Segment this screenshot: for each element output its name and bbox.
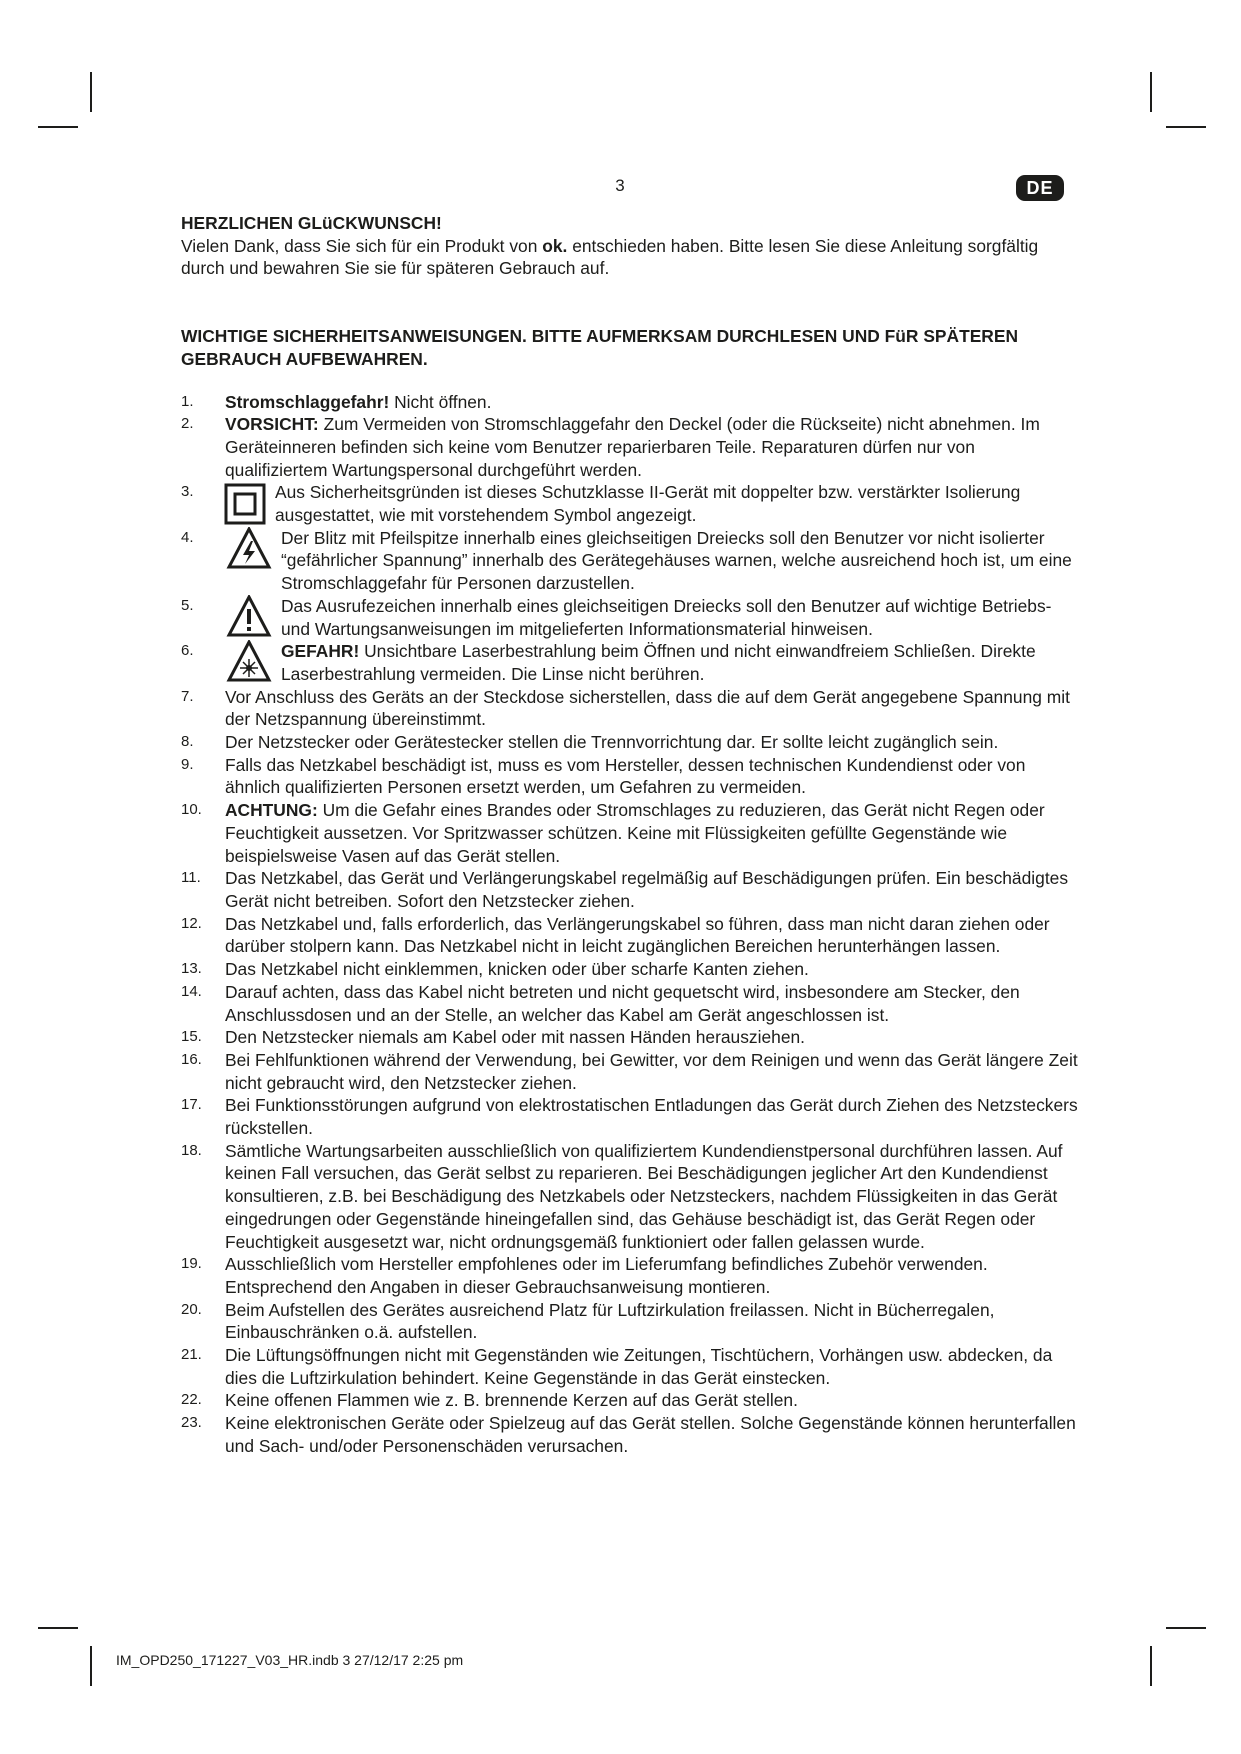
- item-number: 7.: [181, 687, 194, 705]
- item-number: 6.: [181, 642, 194, 660]
- item-number: 16.: [181, 1050, 202, 1068]
- item-number: 21.: [181, 1346, 202, 1364]
- list-item: 6. GEFAHR! Unsichtbare Laserbestrahlung beim Öffnen und nicht einwandfreiem Schließen. Direkte Laserbestrahlung vermeiden. Die Linse nicht berühren.: [181, 641, 1036, 684]
- list-item: 21. Die Lüftungsöffnungen nicht mit Gegenständen wie Zeitungen, Tischtüchern, Vorhängen usw. abdecken, da dies die Luftzirkulation behindert. Keine Gegenstände in das Gerät einstecken.: [181, 1345, 1053, 1388]
- print-file-info: IM_OPD250_171227_V03_HR.indb 3 27/12/17 2:25 pm: [116, 1652, 464, 1668]
- list-item: 3. Aus Sicherheitsgründen ist dieses Schutzklasse II-Gerät mit doppelter bzw. verstärkter Isolierung ausgestattet, wie mit vorstehendem Symbol angezeigt.: [181, 482, 1021, 526]
- item-number: 13.: [181, 960, 202, 978]
- crop-mark: [90, 1646, 92, 1686]
- item-number: 8.: [181, 733, 194, 751]
- item-number: 2.: [181, 415, 194, 433]
- crop-mark: [90, 72, 92, 112]
- item-number: 18.: [181, 1141, 202, 1159]
- item-number: 22.: [181, 1391, 202, 1409]
- item-number: 23.: [181, 1414, 202, 1432]
- list-item: 4. Der Blitz mit Pfeilspitze innerhalb eines gleichseitigen Dreiecks soll den Benutzer vor nicht isolierter “gefährlicher Spannung” innerhalb des Gerätegehäuses warnen, welche ausreichend hoch ist, um eine Stromschlaggefahr für Personen darzustellen.: [181, 527, 1072, 594]
- list-item: 1. Stromschlaggefahr! Nicht öffnen.: [181, 391, 492, 412]
- item-number: 5.: [181, 596, 194, 614]
- list-item: 14. Darauf achten, dass das Kabel nicht betreten und nicht gequetscht wird, insbesondere am Stecker, den Anschlussdosen und an der Stelle, an welcher das Kabel am Gerät angeschlossen ist.: [181, 981, 1020, 1025]
- list-item: 13. Das Netzkabel nicht einklemmen, knicken oder über scharfe Kanten ziehen.: [181, 959, 809, 980]
- laser-warning-icon: [225, 640, 273, 682]
- lightning-warning-icon: [225, 527, 273, 569]
- item-number: 12.: [181, 914, 202, 932]
- list-item: 2. VORSICHT: Zum Vermeiden von Stromschlaggefahr den Deckel (oder die Rückseite) nicht abnehmen. Im Geräteinneren befinden sich keine vom Benutzer reparierbaren Teile. Reparaturen dürfen nur von qualifiziertem Wartungspersonal durchgeführt werden.: [181, 414, 1040, 480]
- list-item: 15. Den Netzstecker niemals am Kabel oder mit nassen Händen herausziehen.: [181, 1027, 805, 1048]
- list-item: 12. Das Netzkabel und, falls erforderlich, das Verlängerungskabel so führen, dass man nicht daran ziehen oder darüber stolpern kann. Das Netzkabel nicht in leicht zugänglichen Bereichen herunterhängen lassen.: [181, 913, 1050, 957]
- item-number: 20.: [181, 1300, 202, 1318]
- language-badge: DE: [1016, 175, 1064, 201]
- brand-name: ok.: [542, 235, 568, 256]
- list-item: 9. Falls das Netzkabel beschädigt ist, muss es vom Hersteller, dessen technischen Kundendienst oder von ähnlich qualifizierten Personen ersetzt werden, um Gefahren zu vermeiden.: [181, 754, 1026, 798]
- crop-mark: [1166, 126, 1206, 128]
- list-item: 16. Bei Fehlfunktionen während der Verwendung, bei Gewitter, vor dem Reinigen und wenn das Gerät längere Zeit nicht gebraucht wird, den Netzstecker ziehen.: [181, 1049, 1078, 1093]
- intro-heading: HERZLICHEN GLüCKWUNSCH!: [181, 213, 442, 233]
- list-item: 8. Der Netzstecker oder Gerätestecker stellen die Trennvorrichtung dar. Er sollte leicht zugänglich sein.: [181, 732, 999, 753]
- safety-heading: WICHTIGE SICHERHEITSANWEISUNGEN. BITTE AUFMERKSAM DURCHLESEN UND FüR SPÄTEREN GEBRAUCH AUFBEWAHREN.: [181, 326, 1019, 369]
- exclamation-warning-icon: [225, 595, 273, 637]
- list-item: 20. Beim Aufstellen des Gerätes ausreichend Platz für Luftzirkulation freilassen. Nicht in Bücherregalen, Einbauschränken o.ä. aufstellen.: [181, 1299, 995, 1343]
- intro-section: [181, 212, 1081, 280]
- page-number: 3: [615, 176, 625, 195]
- item-number: 9.: [181, 755, 194, 773]
- list-item: 10. ACHTUNG: Um die Gefahr eines Brandes oder Stromschlages zu reduzieren, das Gerät nicht Regen oder Feuchtigkeit aussetzen. Vor Spritzwasser schützen. Keine mit Flüssigkeiten gefüllte Gegenstände wie beispielsweise Vasen auf das Gerät stellen.: [181, 800, 1045, 866]
- item-number: 14.: [181, 982, 202, 1000]
- item-number: 15.: [181, 1028, 202, 1046]
- list-item: 18. Sämtliche Wartungsarbeiten ausschließlich von qualifiziertem Kundendienstpersonal durchführen lassen. Auf keinen Fall versuchen, das Gerät selbst zu reparieren. Bei Beschädigungen jeglicher Art den Kundendienst konsultieren, z.B. bei Beschädigung des Netzkabels oder Netzsteckers, nachdem Flüssigkeiten in das Gerät eingedrungen oder Gegenstände hineingefallen sind, das Gehäuse beschädigt ist, das Gerät Regen oder Feuchtigkeit ausgesetzt war, nicht ordnungsgemäß funktioniert oder fallen gelassen wurde.: [181, 1140, 1063, 1252]
- list-item: 7. Vor Anschluss des Geräts an der Steckdose sicherstellen, dass die auf dem Gerät angegebene Spannung mit der Netzspannung übereinstimmt.: [181, 686, 1070, 730]
- item-number: 10.: [181, 801, 202, 819]
- intro-text: Vielen Dank, dass Sie sich für ein Produkt von ok. entschieden haben. Bitte lesen Sie diese Anleitung sorgfältig durch und bewahren Sie sie für späteren Gebrauch auf.: [181, 235, 1039, 279]
- item-number: 17.: [181, 1096, 202, 1114]
- item-number: 1.: [181, 392, 194, 410]
- page-content: [181, 212, 1081, 1458]
- list-item: 22. Keine offenen Flammen wie z. B. brennende Kerzen auf das Gerät stellen.: [181, 1390, 798, 1411]
- double-insulation-icon: [223, 483, 267, 525]
- crop-mark: [1150, 1646, 1152, 1686]
- list-item: 17. Bei Funktionsstörungen aufgrund von elektrostatischen Entladungen das Gerät durch Ziehen des Netzsteckers rückstellen.: [181, 1095, 1078, 1139]
- list-item: 23. Keine elektronischen Geräte oder Spielzeug auf das Gerät stellen. Solche Gegenstände können herunterfallen und Sach- und/oder Personenschäden verursachen.: [181, 1413, 1076, 1456]
- crop-mark: [38, 1627, 78, 1629]
- list-item: 11. Das Netzkabel, das Gerät und Verlängerungskabel regelmäßig auf Beschädigungen prüfen. Ein beschädigtes Gerät nicht betreiben. Sofort den Netzstecker ziehen.: [181, 868, 1069, 911]
- item-number: 4.: [181, 528, 194, 546]
- item-number: 3.: [181, 483, 194, 501]
- crop-mark: [1166, 1627, 1206, 1629]
- item-number: 11.: [181, 869, 201, 887]
- item-number: 19.: [181, 1255, 202, 1273]
- crop-mark: [1150, 72, 1152, 112]
- list-item: 19. Ausschließlich vom Hersteller empfohlenes oder im Lieferumfang befindliches Zubehör verwenden. Entsprechend den Angaben in dieser Gebrauchsanweisung montieren.: [181, 1254, 988, 1297]
- safety-list: [181, 391, 1081, 1458]
- list-item: 5. Das Ausrufezeichen innerhalb eines gleichseitigen Dreiecks soll den Benutzer auf wichtige Betriebs- und Wartungsanweisungen im mitgelieferten Informationsmaterial hinweisen.: [181, 595, 1052, 639]
- crop-mark: [38, 126, 78, 128]
